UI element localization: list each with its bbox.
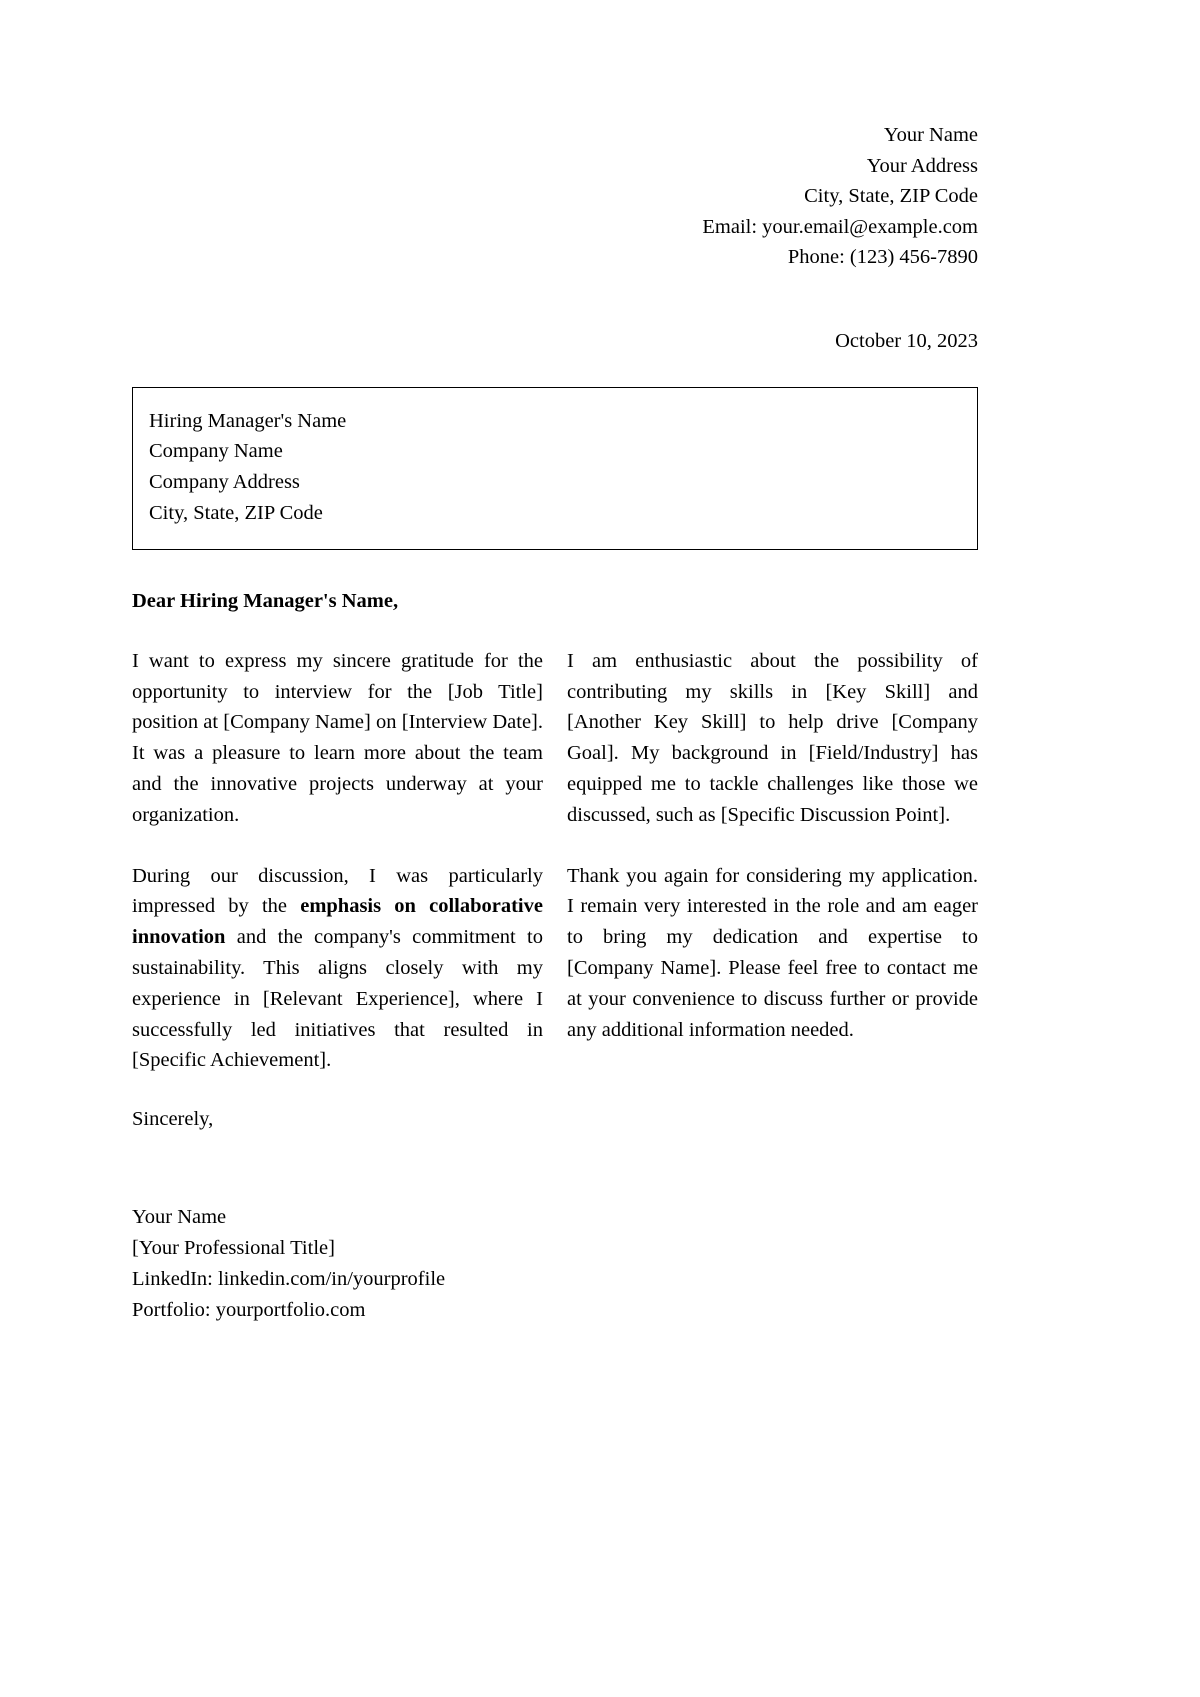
signature-linkedin: LinkedIn: linkedin.com/in/yourprofile [132,1267,446,1290]
recipient-address-box [132,387,978,550]
signature-portfolio: Portfolio: yourportfolio.com [132,1298,366,1321]
letter-date: October 10, 2023 [835,329,978,352]
body-left-column [132,646,543,1076]
closing-line: Sincerely, [132,1108,214,1131]
left-paragraph-2-emphasis: emphasis on collaborative innovation [132,895,543,949]
right-paragraph-1: I am enthusiastic about the possibility of contributing my skills in [Key Skill] and [Another Key Skill] to help drive [Company Goal]. My background in [Field/Industry] has equipped me to tackle challenges like those we discussed, such as [Specific Discussion Point]. [567,649,978,826]
sender-city-state-zip: City, State, ZIP Code [804,185,978,208]
signature-block [132,1202,978,1325]
salutation: Dear Hiring Manager's Name, [132,589,399,612]
recipient-city-state-zip: City, State, ZIP Code [149,501,323,524]
letter-body [132,646,978,1076]
sender-address-block [132,120,978,273]
signature-name: Your Name [132,1206,227,1229]
body-right-column [567,646,978,1076]
sender-email: Email: your.email@example.com [702,215,978,238]
recipient-name: Hiring Manager's Name [149,409,347,432]
recipient-company: Company Name [149,440,283,463]
right-paragraph-2: Thank you again for considering my application. I remain very interested in the role and am eager to bring my dedication and expertise to [Company Name]. Please feel free to contact me at your convenience to discuss further or provide any additional information needed. [567,864,978,1041]
recipient-address: Company Address [149,471,300,494]
signature-title: [Your Professional Title] [132,1236,335,1259]
left-paragraph-2-text-before: During our discussion, I was particularly impressed by the [132,864,543,918]
sender-phone: Phone: (123) 456-7890 [787,246,978,269]
left-paragraph-2 [132,861,543,1077]
left-paragraph-1: I want to express my sincere gratitude for the opportunity to interview for the [Job Title] position at [Company Name] on [Interview Date]. It was a pleasure to learn more about the team and the innovative projects underway at your organization. [132,649,543,826]
sender-address: Your Address [866,154,978,177]
left-paragraph-2-text-after: and the company's commitment to sustainability. This aligns closely with my experience in [Relevant Experience], where I successfully led initiatives that resulted in [Specific Achievement]. [132,926,543,1072]
sender-name: Your Name [883,124,978,146]
